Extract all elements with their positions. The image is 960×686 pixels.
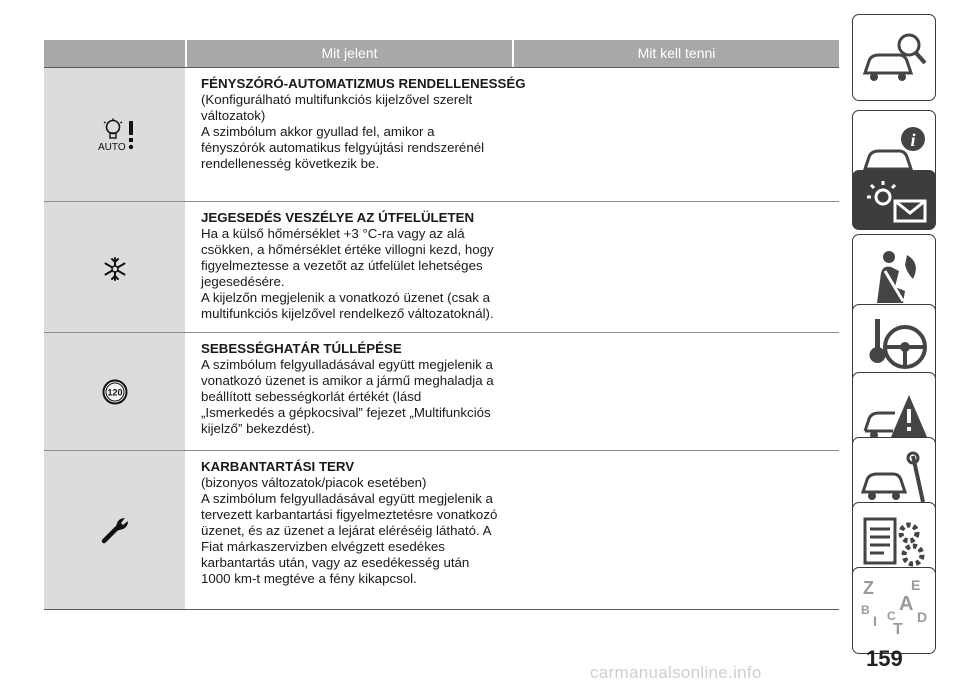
row-text-line: fényszórók automatikus felgyújtási rendszerénél	[201, 140, 485, 155]
row-text-line: jegesedésére.	[201, 274, 285, 289]
table-row	[44, 68, 839, 201]
table-bottom-divider	[44, 609, 839, 610]
row-text-line: A szimbólum felgyulladásával együtt megjelenik a	[201, 491, 493, 506]
icon-cell	[44, 451, 185, 609]
header-action: Mit kell tenni	[514, 40, 839, 67]
header-icon-column	[44, 40, 185, 67]
svg-text:T: T	[893, 621, 903, 638]
auto-label: AUTO	[98, 142, 126, 152]
warning-light-message-icon	[859, 175, 931, 225]
icon-cell	[44, 333, 185, 450]
row-title: FÉNYSZÓRÓ-AUTOMATIZMUS RENDELLENESSÉG	[201, 76, 526, 91]
header-meaning: Mit jelent	[187, 40, 512, 67]
row-title: SEBESSÉGHATÁR TÚLLÉPÉSE	[201, 341, 402, 356]
speed-limit-icon	[102, 379, 128, 405]
svg-text:E: E	[911, 577, 921, 593]
svg-text:D: D	[917, 609, 928, 625]
svg-text:I: I	[873, 613, 877, 629]
row-title: KARBANTARTÁSI TERV	[201, 459, 355, 474]
watermark: carmanualsonline.info	[590, 663, 762, 682]
row-text-line: 1000 km-t megtéve a fény kikapcsol.	[201, 571, 417, 586]
row-text-line: csökken, a hőmérséklet értéke villogni kezd, hogy	[201, 242, 494, 257]
description-cell	[201, 341, 531, 437]
row-text-line: (Konfigurálható multifunkciós kijelzővel szerelt	[201, 92, 473, 107]
row-text-line: figyelmeztesse a vezetőt az útfelület lehetséges	[201, 258, 483, 273]
row-text-line: Fiat márkaszervizben elvégzett esedékes	[201, 539, 445, 554]
description-cell	[201, 210, 531, 322]
icon-cell	[44, 68, 185, 201]
row-text-line: vonatkozó üzenet is amikor a jármű meghaladja a	[201, 373, 494, 388]
alphabetical-index-icon	[859, 576, 931, 646]
row-text-line: rendellenesség következik be.	[201, 156, 380, 171]
speed-limit-value: 120	[107, 387, 123, 398]
svg-text:B: B	[861, 603, 870, 617]
table-row	[44, 333, 839, 450]
description-cell	[201, 76, 531, 172]
description-cell	[201, 459, 531, 587]
svg-text:Z: Z	[863, 578, 874, 598]
row-text-line: karbantartás után, vagy az esedékesség után	[201, 555, 470, 570]
snowflake-icon	[102, 256, 128, 282]
page-number: 159	[866, 646, 903, 671]
tab-index[interactable]	[852, 567, 936, 654]
row-text-line: multifunkciós kijelzővel rendelkező változatoknál).	[201, 306, 494, 321]
tab-car-search[interactable]	[852, 14, 936, 101]
row-text-line: tervezett karbantartási figyelmeztetésre vonatkozó	[201, 507, 498, 522]
row-text-line: A szimbólum akkor gyullad fel, amikor a	[201, 124, 435, 139]
tab-warning-lights[interactable]	[852, 170, 936, 230]
row-title: JEGESEDÉS VESZÉLYE AZ ÚTFELÜLETEN	[201, 210, 475, 225]
row-text-line: A szimbólum felgyulladásával együtt megjelenik a	[201, 357, 493, 372]
row-text-line: Ha a külső hőmérséklet +3 °C-ra vagy az alá	[201, 226, 465, 241]
row-text-line: (bizonyos változatok/piacok esetében)	[201, 475, 427, 490]
row-text-line: „Ismerkedés a gépkocsival” fejezet „Multifunkciós	[201, 405, 491, 420]
row-text-line: változatok)	[201, 108, 266, 123]
svg-text:i: i	[910, 130, 916, 150]
icon-cell	[44, 202, 185, 332]
table-row	[44, 202, 839, 332]
row-text-line: kijelző” bekezdést).	[201, 421, 315, 436]
svg-text:C: C	[887, 609, 896, 623]
seat-airbag-icon	[859, 243, 931, 313]
auto-headlight-fault-icon	[96, 118, 138, 152]
car-search-icon	[859, 23, 931, 93]
svg-text:A: A	[899, 593, 914, 615]
row-text-line: A kijelzőn megjelenik a vonatkozó üzenet (csak a	[201, 290, 490, 305]
wrench-icon	[100, 515, 130, 545]
table-row	[44, 451, 839, 609]
row-text-line: beállított sebességkorlát értékét (lásd	[201, 389, 422, 404]
row-text-line: üzenet, és az üzenet a lejárat eléréséig látható. A	[201, 523, 492, 538]
